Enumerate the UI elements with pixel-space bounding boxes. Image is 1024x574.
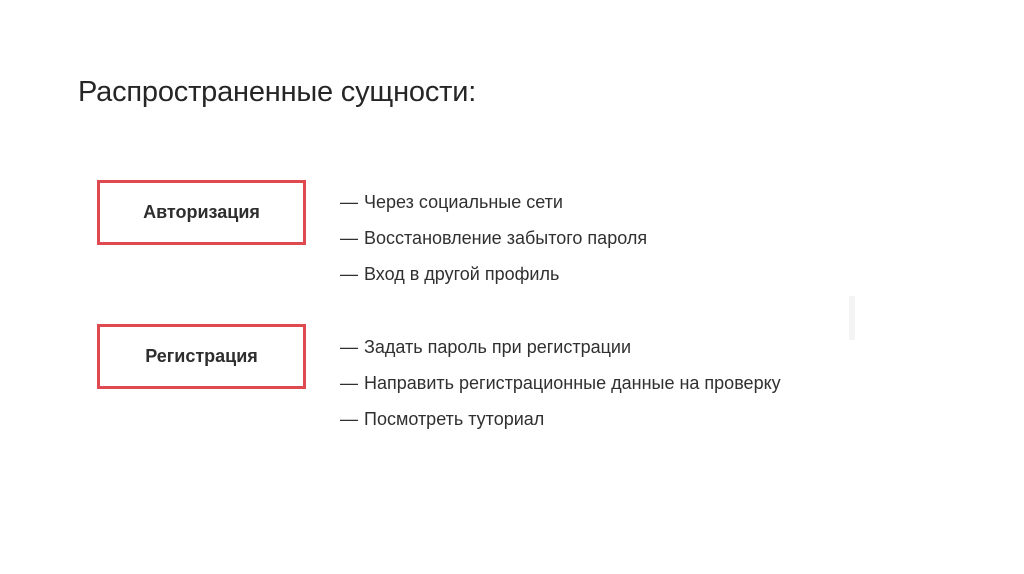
list-item: [340, 401, 781, 437]
entity-label-registration: Регистрация: [145, 346, 258, 366]
list-item-text: Восстановление забытого пароля: [364, 228, 648, 248]
list-item: [340, 329, 781, 365]
list-item-text: Задать пароль при регистрации: [364, 337, 632, 357]
dash-glyph: —: [340, 192, 358, 212]
list-item: [340, 220, 647, 256]
list-item: [340, 365, 781, 401]
list-item-text: Посмотреть туториал: [364, 409, 545, 429]
list-item-text: Вход в другой профиль: [364, 264, 560, 284]
faint-scan-artifact: [849, 296, 855, 340]
entity-label-authorization: Авторизация: [143, 202, 260, 222]
list-item-text: Направить регистрационные данные на проверку: [364, 373, 781, 393]
dash-glyph: —: [340, 409, 358, 429]
list-item: [340, 256, 647, 292]
slide-title: Распространенные сущности:: [78, 76, 477, 108]
dash-glyph: —: [340, 228, 358, 248]
dash-glyph: —: [340, 337, 358, 357]
entity-box-authorization: [97, 180, 306, 245]
dash-glyph: —: [340, 373, 358, 393]
dash-glyph: —: [340, 264, 358, 284]
list-item-text: Через социальные сети: [364, 192, 563, 212]
authorization-feature-list: [340, 184, 647, 292]
registration-feature-list: [340, 329, 781, 437]
list-item: [340, 184, 647, 220]
entity-box-registration: [97, 324, 306, 389]
